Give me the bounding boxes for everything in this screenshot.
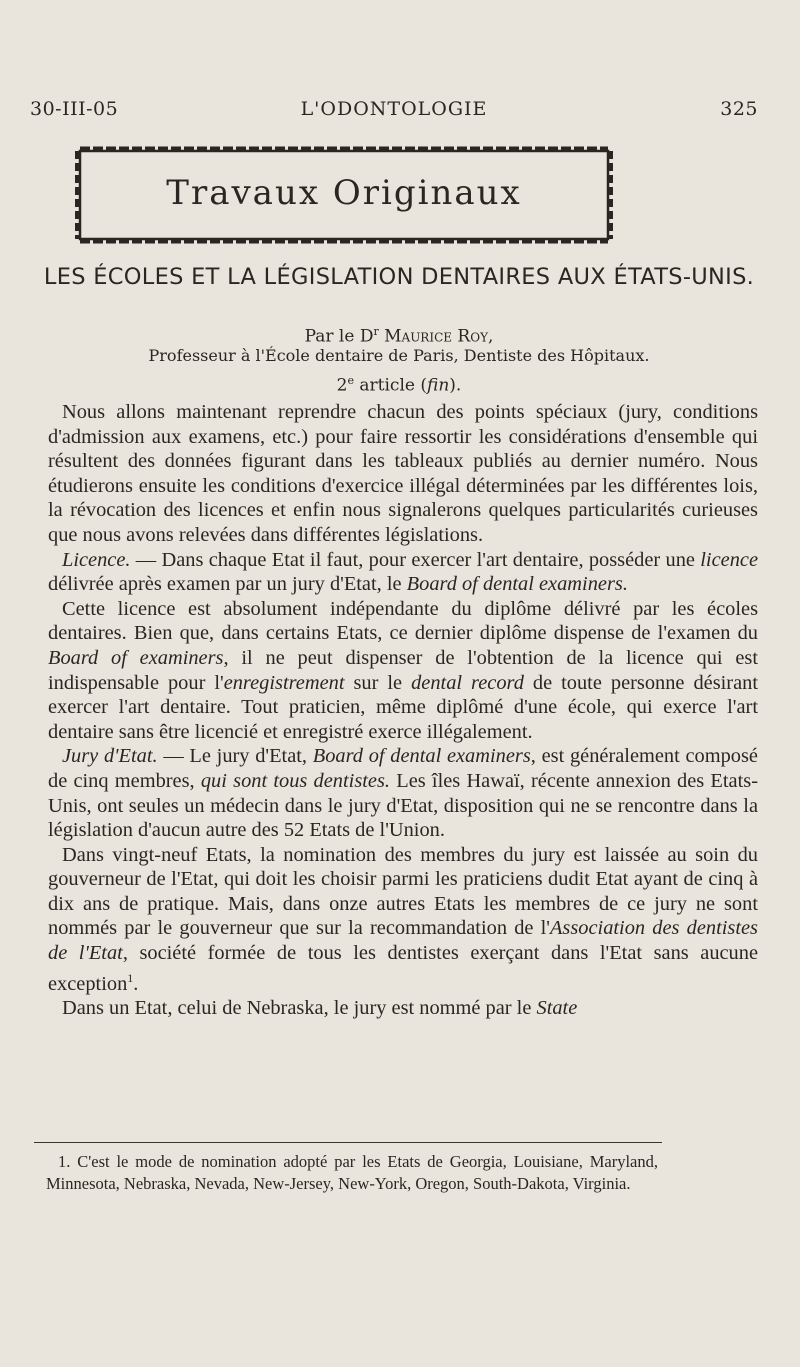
paragraph-intro: Nous allons maintenant reprendre chacun des points spéciaux (jury, conditions d'admission aux examens, etc.) pour faire ressortir les considérations d'ensemble qui résultent des données figurant dans les tableaux publiés au dernier numéro. Nous étudierons ensuite les conditions d'exercice illégal déterminées par les différentes lois, la révocation des licences et enfin nous signalerons quelques particularités curieuses que nous avons relevées dans différentes législations. <box>48 401 758 546</box>
article-title: LES ÉCOLES ET LA LÉGISLATION DENTAIRES AUX ÉTATS-UNIS. <box>43 264 755 290</box>
paragraph-licence: Licence. — Dans chaque Etat il faut, pour exercer l'art dentaire, posséder une licence délivrée après examen par un jury d'Etat, le Board of dental examiners. <box>48 548 758 596</box>
paragraph-jury: Jury d'Etat. — Le jury d'Etat, Board of dental examiners, est généralement composé de cinq membres, qui sont tous dentistes. Les îles Hawaï, récente annexion des Etats-Unis, ont seules un médecin dans le jury d'Etat, disposition qui ne se rencontre dans la législation d'aucun autre des 52 Etats de l'Union. <box>48 745 758 842</box>
section-banner <box>74 143 614 247</box>
page-number: 325 <box>720 98 758 120</box>
footnote-number: 1. <box>58 1152 71 1171</box>
section-heading-licence: Licence. <box>62 548 131 571</box>
footnote <box>46 1151 658 1194</box>
article-body <box>48 400 758 1021</box>
paragraph-licence-detail: Cette licence est absolument indépendante du diplôme délivré par les écoles dentaires. Bien que, dans certains Etats, ce dernier diplôme dispense de l'examen du Board of examiners, il ne peut dispenser de l'obtention de la licence qui est indispensable pour l'enregistrement sur le dental record de toute personne désirant exercer l'art dentaire. Tout praticien, même diplômé d'une école, qui exerce l'art dentaire sans être licencié et enregistré exerce illégalement. <box>48 597 759 743</box>
section-heading-jury: Jury d'Etat. <box>62 745 158 768</box>
author-name: Maurice Roy, <box>384 326 494 347</box>
byline <box>38 325 760 347</box>
banner-title: Travaux Originaux <box>166 173 522 213</box>
journal-name: L'ODONTOLOGIE <box>300 98 488 120</box>
footnote-text: C'est le mode de nomination adopté par les Etats de Georgia, Louisiane, Maryland, Minnesota, Nebraska, Nevada, New-Jersey, New-York, Oregon, South-Dakota, Virginia. <box>46 1152 658 1193</box>
byline-prefix: Par le D <box>304 326 374 347</box>
paragraph-nebraska: Dans un Etat, celui de Nebraska, le jury est nommé par le State <box>62 997 578 1020</box>
footnote-rule <box>34 1142 662 1143</box>
byline-sup: r <box>373 325 379 338</box>
paragraph-nomination: Dans vingt-neuf Etats, la nomination des membres du jury est laissée au soin du gouverneur de l'Etat, qui doit les choisir parmi les praticiens dudit Etat ayant de cinq à dix ans de pratique. Mais, dans onze autres Etats les membres de ce jury ne sont nommés par le gouverneur que sur la recommandation de l'Association des dentistes de l'Etat, société formée de tous les dentistes exerçant dans l'Etat sans aucune exception$^1$. <box>48 843 758 995</box>
affiliation: Professeur à l'École dentaire de Paris, Dentiste des Hôpitaux. <box>148 346 650 365</box>
article-part: 2e article (fin). <box>336 374 462 396</box>
issue-date: 30-III-05 <box>30 98 119 120</box>
running-head <box>30 98 758 128</box>
footnote-ref: 1 <box>127 970 134 985</box>
